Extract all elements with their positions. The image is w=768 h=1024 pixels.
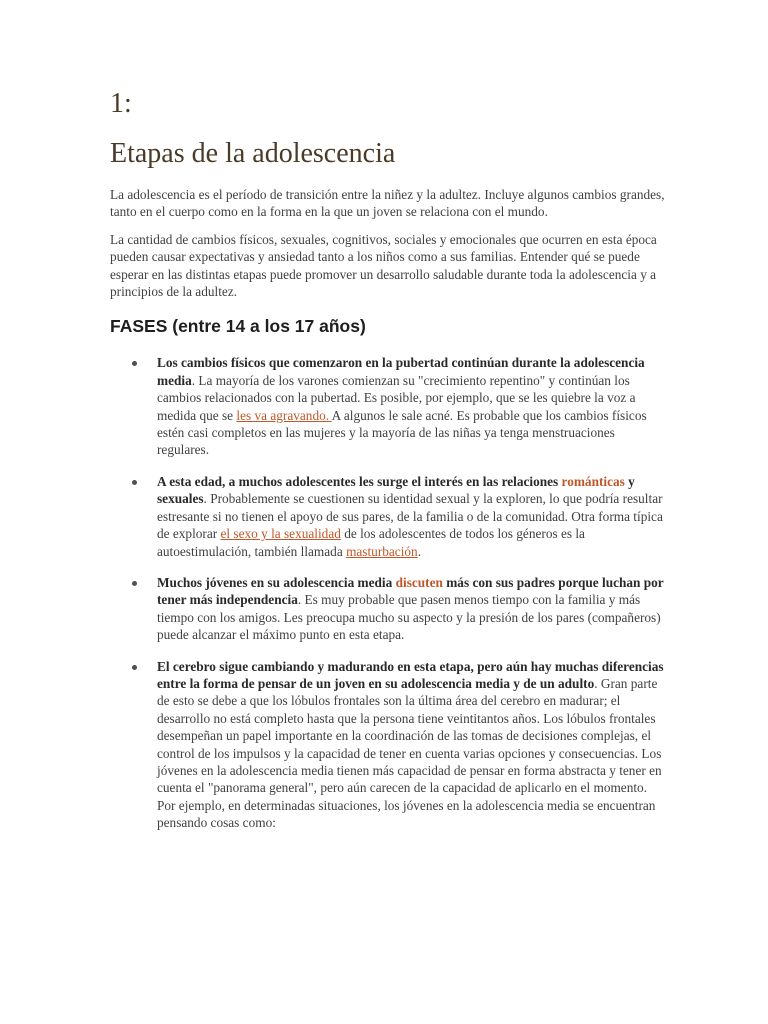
bullet-text: . Gran parte de esto se debe a que los lóbulos frontales son la última área del cerebro en madurar; el desarrollo no está completo hasta que la persona tiene veintitantos años. Los lóbulos frontales desempeñan un papel importante en la coordinación de las tomas de decisiones complejas, el control de los impulsos y la capacidad de tener en cuenta varias opciones y consecuencias. Los jóvenes en la adolescencia media tienen más capacidad de pensar en forma abstracta y tener en cuenta el "panorama general", pero aún carecen de la capacidad de aplicarlo en el momento. Por ejemplo, en determinadas situaciones, los jóvenes en la adolescencia media se encuentran pensando cosas como:: [157, 675, 662, 831]
list-item: [110, 473, 666, 560]
highlight-discuten: discuten: [395, 574, 443, 590]
link-voice-change[interactable]: les va agravando.: [236, 407, 332, 423]
bullet-lead: y sexuales: [157, 473, 635, 507]
bullet-text: de los adolescentes de todos los géneros es la autoestimulación, también llamada: [157, 526, 585, 559]
highlight-romanticas: románticas: [561, 473, 625, 489]
chapter-number: 1:: [110, 88, 132, 119]
link-masturbation[interactable]: masturbación: [346, 543, 418, 559]
bullet-icon: [132, 361, 137, 366]
bullet-lead: Muchos jóvenes en su adolescencia media: [157, 574, 396, 590]
section-heading: FASES (entre 14 a los 17 años): [110, 316, 366, 337]
bullet-lead: A esta edad, a muchos adolescentes les surge el interés en las relaciones: [157, 473, 562, 489]
bullet-icon: [132, 480, 137, 485]
phases-list: [110, 354, 666, 831]
intro-paragraph-2: La cantidad de cambios físicos, sexuales, cognitivos, sociales y emocionales que ocurren en esta época pueden causar expectativas y ansiedad tanto a los niños como a sus familias. Entender qué se puede esperar en las distintas etapas puede promover un desarrollo saludable durante toda la adolescencia y a principios de la adultez.: [110, 231, 657, 300]
bullet-text: . La mayoría de los varones comienzan su "crecimiento repentino" y continúan los cambios relacionados con la pubertad. Es posible, por ejemplo, que se les quiebre la voz a medida que se: [157, 372, 636, 423]
bullet-lead: más con sus padres porque luchan por tener más independencia: [157, 574, 664, 608]
bullet-lead: El cerebro sigue cambiando y madurando en esta etapa, pero aún hay muchas diferencias entre la forma de pensar de un joven en su adolescencia media y de un adulto: [157, 658, 664, 691]
link-sex-sexuality[interactable]: el sexo y la sexualidad: [220, 526, 341, 542]
bullet-text: A algunos le sale acné. Es probable que los cambios físicos estén casi completos en las mujeres y la mayoría de las niñas ya tenga menstruaciones regulares.: [157, 407, 647, 458]
bullet-icon: [132, 581, 137, 586]
list-item: [110, 354, 666, 458]
bullet-icon: [132, 665, 137, 670]
bullet-text: . Es muy probable que pasen menos tiempo con la familia y más tiempo con los amigos. Les preocupa mucho su aspecto y la presión de los pares (compañeros) puede alcanzar el máximo punto en esta etapa.: [157, 592, 661, 643]
list-item: [110, 574, 666, 644]
bullet-text: .: [417, 543, 422, 559]
page-title: Etapas de la adolescencia: [110, 138, 396, 169]
document-page: [110, 86, 666, 846]
intro-paragraph-1: La adolescencia es el período de transición entre la niñez y la adultez. Incluye algunos cambios grandes, tanto en el cuerpo como en la forma en la que un joven se relaciona con el mundo.: [110, 187, 665, 220]
list-item: [110, 658, 666, 832]
bullet-text: . Probablemente se cuestionen su identidad sexual y la exploren, lo que podría resultar estresante si no tienen el apoyo de sus pares, de la familia o de la comunidad. Otra forma típica de explorar: [157, 491, 663, 542]
bullet-lead: Los cambios físicos que comenzaron en la pubertad continúan durante la adolescencia media: [157, 355, 645, 388]
